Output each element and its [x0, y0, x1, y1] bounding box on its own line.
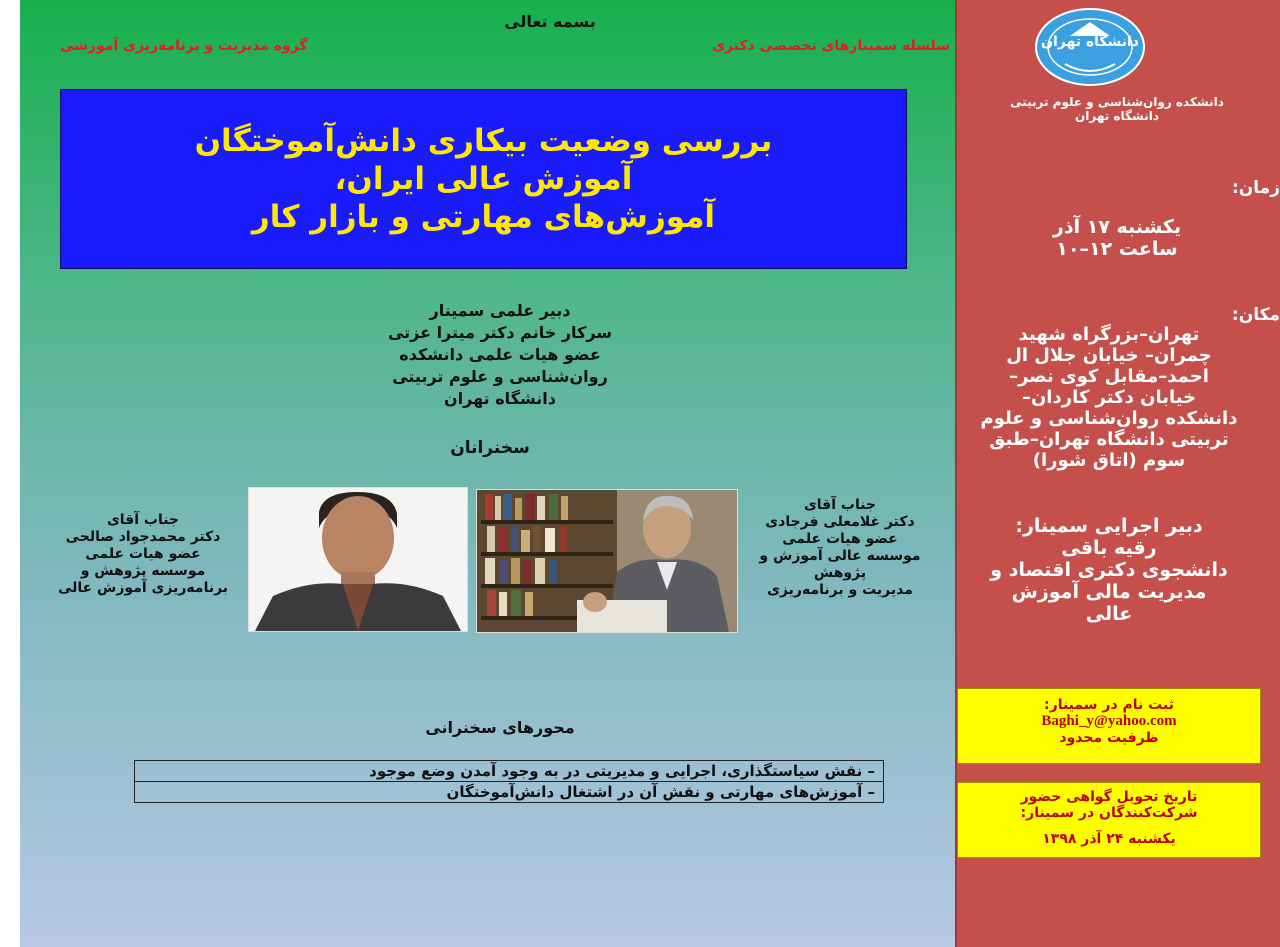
secretary-line-3: عضو هیات علمی دانشکده — [399, 345, 601, 364]
secretary-line-2: سرکار خانم دکتر میترا عزتی — [387, 323, 613, 342]
certificate-box — [957, 782, 1261, 858]
speaker-salehi-line-3: عضو هیات علمی — [85, 546, 201, 562]
speaker-farjadi-line-6: مدیریت و برنامه‌ریزی — [767, 582, 913, 598]
executive-secretary — [959, 515, 1259, 625]
time-line-2: ساعت ۱۲–۱۰ — [1056, 238, 1178, 260]
topics-table — [134, 760, 884, 803]
place-line-5: دانشکده روان‌شناسی و علوم — [980, 408, 1238, 429]
faculty-line-1: دانشکده روان‌شناسی و علوم تربیتی — [1010, 95, 1224, 109]
secretary-line-5: دانشگاه تهران — [444, 389, 556, 408]
place-line-7: سوم (اتاق شورا) — [1032, 450, 1186, 471]
exec-label: دبیر اجرایی سمینار: — [1015, 515, 1203, 537]
series-header: سلسله سمینارهای تخصصی دکتری — [712, 38, 950, 54]
speaker-photo-farjadi-image — [477, 490, 737, 632]
topic-item: – نقش سیاستگذاری، اجرایی و مدیریتی در به وجود آمدن وضع موجود — [369, 762, 875, 780]
place-label: مکان: — [1231, 305, 1280, 325]
speaker-salehi-line-5: برنامه‌ریزی آموزش عالی — [57, 580, 229, 596]
certificate-line-1: تاریخ تحویل گواهی حضور — [1020, 789, 1198, 805]
seminar-title — [195, 122, 773, 236]
title-line-3: آموزش‌های مهارتی و بازار کار — [251, 199, 716, 235]
place-value — [959, 324, 1259, 471]
place-line-2: چمران– خیابان جلال ال — [1006, 345, 1212, 366]
info-sidebar — [955, 0, 1280, 947]
speaker-farjadi-line-2: دکتر غلامعلی فرجادی — [765, 514, 915, 530]
university-logo — [1035, 8, 1145, 86]
speaker-info-salehi — [38, 512, 248, 597]
exec-line-3: مدیریت مالی آموزش — [1011, 581, 1207, 603]
secretary-line-4: روان‌شناسی و علوم تربیتی — [392, 367, 608, 386]
exec-line-1: رقیه باقی — [1061, 537, 1157, 559]
time-label: زمان: — [1231, 178, 1280, 198]
time-line-1: یکشنبه ۱۷ آذر — [1052, 216, 1182, 238]
title-line-2: آموزش عالی ایران، — [334, 161, 633, 197]
registration-email[interactable]: Baghi_y@yahoo.com — [1041, 713, 1177, 729]
bismillah-text: بسمه تعالی — [504, 12, 596, 31]
speaker-info-farjadi — [740, 497, 940, 599]
speakers-label: سخنرانان — [450, 438, 530, 458]
speaker-farjadi-line-5: پژوهش — [813, 565, 867, 581]
speaker-photo-salehi — [248, 487, 468, 632]
speaker-farjadi-line-4: موسسه عالی آموزش و — [759, 548, 921, 564]
place-line-4: خیابان دکتر کاردان– — [1021, 387, 1197, 408]
exec-line-2: دانشجوی دکتری اقتصاد و — [990, 559, 1228, 581]
certificate-date: یکشنبه ۲۴ آذر ۱۳۹۸ — [1042, 831, 1176, 847]
place-line-3: احمد–مقابل کوی نصر– — [1009, 366, 1209, 387]
exec-line-4: عالی — [1085, 603, 1133, 625]
faculty-name — [977, 95, 1257, 123]
speaker-salehi-line-4: موسسه پژوهش و — [80, 563, 206, 579]
registration-box — [957, 688, 1261, 764]
logo-text: دانشگاه تهران — [1041, 34, 1139, 50]
scientific-secretary — [290, 300, 710, 410]
capacity-note: ظرفیت محدود — [1059, 730, 1159, 746]
title-line-1: بررسی وضعیت بیکاری دانش‌آموختگان — [194, 123, 773, 159]
speaker-salehi-line-2: دکتر محمدجواد صالحی — [65, 529, 221, 545]
place-line-6: تربیتی دانشگاه تهران–طبق — [989, 429, 1229, 450]
topic-item: – آموزش‌های مهارتی و نقش آن در اشتغال دانش‌آموختگان — [135, 781, 883, 802]
certificate-line-2: شرکت‌کنندگان در سمینار: — [1020, 805, 1198, 821]
group-header: گروه مدیریت و برنامه‌ریزی آموزشی — [60, 38, 308, 54]
title-box — [60, 89, 907, 269]
speaker-photo-salehi-image — [249, 488, 467, 631]
secretary-line-1: دبیر علمی سمینار — [429, 301, 571, 320]
time-value — [977, 216, 1257, 260]
speaker-farjadi-line-1: جناب آقای — [803, 497, 877, 513]
speaker-salehi-line-1: جناب آقای — [106, 512, 180, 528]
speaker-photo-farjadi — [476, 489, 738, 633]
speaker-farjadi-line-3: عضو هیات علمی — [782, 531, 898, 547]
poster-main — [20, 0, 955, 947]
registration-label: ثبت نام در سمینار: — [1044, 697, 1174, 713]
faculty-line-2: دانشگاه تهران — [1075, 109, 1159, 123]
place-line-1: تهران–بزرگراه شهید — [1018, 324, 1200, 345]
topics-label: محورهای سخنرانی — [425, 718, 575, 737]
